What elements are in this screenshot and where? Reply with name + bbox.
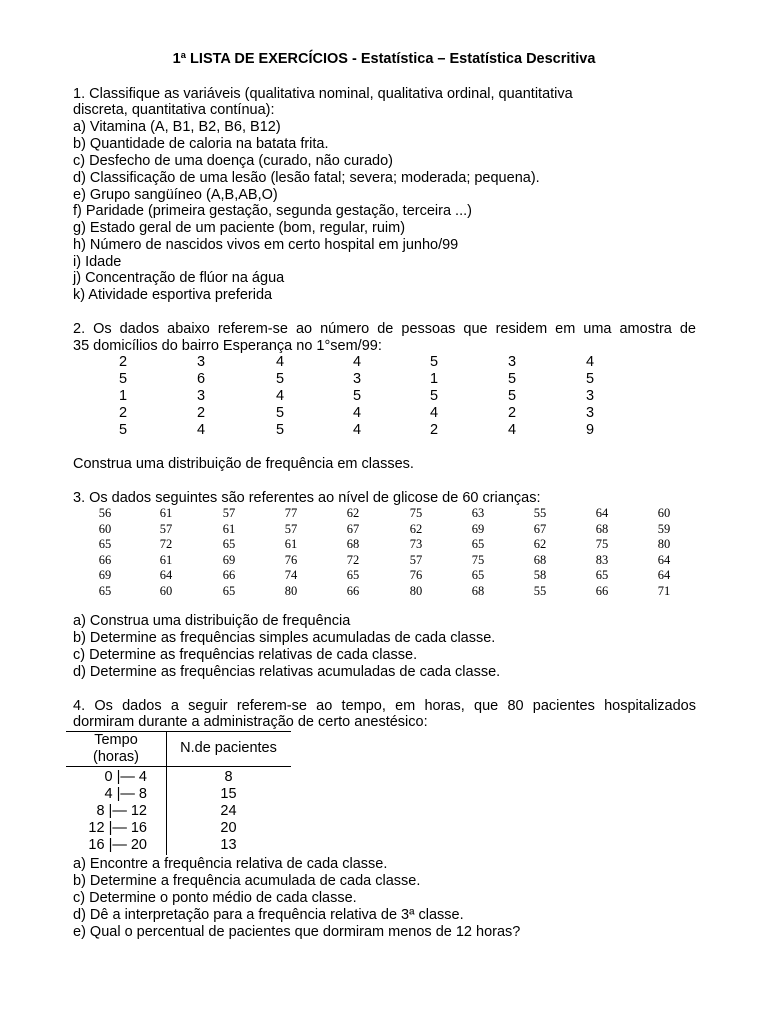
q2-cell: 5 [275, 422, 285, 438]
q2-intro-line-1: 2. Os dados abaixo referem-se ao número de pessoas que residem em uma amostra de [73, 321, 696, 337]
q3-cell: 83 [595, 552, 609, 567]
q3-cell: 57 [284, 521, 298, 536]
header-patient-count: N.de pacientes [180, 740, 277, 756]
q1-item-b: b) Quantidade de caloria na batata frita. [73, 136, 329, 152]
q3-cell: 65 [222, 537, 236, 551]
q2-cell: 4 [507, 422, 517, 438]
q1-item-c: c) Desfecho de uma doença (curado, não curado) [73, 153, 393, 169]
q3-cell: 55 [533, 583, 547, 598]
q3-cell: 64 [159, 568, 173, 582]
q2-cell: 4 [352, 422, 362, 438]
q3-cell: 60 [98, 521, 112, 536]
table-row-interval: 0 |— 4 [104, 769, 147, 785]
q3-cell: 62 [346, 506, 360, 520]
q1-item-a: a) Vitamina (A, B1, B2, B6, B12) [73, 119, 281, 135]
q4-item-e: e) Qual o percentual de pacientes que dormiram menos de 12 horas? [73, 924, 521, 940]
q2-task: Construa uma distribuição de frequência em classes. [73, 456, 414, 472]
table-header-rule [66, 766, 291, 767]
q2-cell: 2 [196, 405, 206, 421]
q2-cell: 9 [585, 422, 595, 438]
q3-cell: 68 [533, 552, 547, 567]
q3-cell: 61 [159, 552, 173, 567]
q2-cell: 5 [118, 371, 128, 387]
q2-cell: 4 [352, 354, 362, 370]
q2-cell: 5 [429, 354, 439, 370]
table-row-interval: 8 |— 12 [96, 803, 147, 819]
q3-cell: 57 [409, 552, 423, 567]
q3-cell: 71 [657, 583, 671, 598]
q3-cell: 55 [533, 506, 547, 520]
q3-cell: 62 [533, 537, 547, 551]
q4-item-d: d) Dê a interpretação para a frequência relativa de 3ª classe. [73, 907, 464, 923]
table-row-count: 20 [220, 820, 237, 836]
q1-intro-line-2: discreta, quantitativa contínua): [73, 102, 275, 118]
q3-cell: 75 [471, 552, 485, 567]
q3-cell: 77 [284, 506, 298, 520]
q3-cell: 62 [409, 521, 423, 536]
q2-cell: 4 [275, 354, 285, 370]
q4-intro-line-2: dormiram durante a administração de certo anestésico: [73, 714, 428, 730]
q2-cell: 3 [507, 354, 517, 370]
q3-cell: 58 [533, 568, 547, 582]
q3-cell: 61 [222, 521, 236, 536]
q3-item-b: b) Determine as frequências simples acumuladas de cada classe. [73, 630, 496, 646]
q3-cell: 80 [284, 583, 298, 598]
q2-cell: 5 [275, 371, 285, 387]
q3-cell: 72 [159, 537, 173, 551]
q4-intro-line-1: 4. Os dados a seguir referem-se ao tempo, em horas, que 80 pacientes hospitalizados [73, 698, 696, 714]
q3-cell: 61 [159, 506, 173, 520]
q3-cell: 68 [471, 583, 485, 598]
q3-cell: 66 [346, 583, 360, 598]
q3-cell: 68 [595, 521, 609, 536]
q3-cell: 73 [409, 537, 423, 551]
q4-item-c: c) Determine o ponto médio de cada classe. [73, 890, 357, 906]
q3-cell: 66 [222, 568, 236, 582]
q2-cell: 3 [585, 405, 595, 421]
q3-cell: 69 [98, 568, 112, 582]
q2-cell: 4 [429, 405, 439, 421]
q3-cell: 67 [533, 521, 547, 536]
q3-cell: 64 [657, 568, 671, 582]
header-time-line-1: Tempo [94, 732, 138, 748]
q3-cell: 60 [657, 506, 671, 520]
table-row-interval: 12 |— 16 [88, 820, 147, 836]
q1-item-g: g) Estado geral de um paciente (bom, regular, ruim) [73, 220, 406, 236]
q1-item-h: h) Número de nascidos vivos em certo hospital em junho/99 [73, 237, 459, 253]
q2-cell: 1 [429, 371, 439, 387]
q3-cell: 63 [471, 506, 485, 520]
q1-item-k: k) Atividade esportiva preferida [73, 287, 273, 303]
q2-cell: 6 [196, 371, 206, 387]
q1-item-i: i) Idade [73, 254, 122, 270]
q4-item-a: a) Encontre a frequência relativa de cada classe. [73, 856, 388, 872]
q3-cell: 65 [471, 568, 485, 582]
q2-cell: 5 [118, 422, 128, 438]
q3-cell: 65 [471, 537, 485, 551]
q1-item-d: d) Classificação de uma lesão (lesão fatal; severa; moderada; pequena). [73, 170, 540, 186]
q2-cell: 4 [585, 354, 595, 370]
q2-cell: 3 [352, 371, 362, 387]
q3-cell: 72 [346, 552, 360, 567]
q2-cell: 2 [118, 405, 128, 421]
q2-cell: 1 [118, 388, 128, 404]
q1-item-j: j) Concentração de flúor na água [73, 270, 285, 286]
q2-cell: 4 [352, 405, 362, 421]
q3-cell: 75 [595, 537, 609, 551]
q2-cell: 2 [507, 405, 517, 421]
q3-cell: 65 [98, 537, 112, 551]
header-time-line-2: (horas) [93, 749, 139, 765]
q2-cell: 5 [275, 405, 285, 421]
q2-intro-line-2: 35 domicílios do bairro Esperança no 1°sem/99: [73, 338, 382, 354]
q3-cell: 69 [222, 552, 236, 567]
q3-item-d: d) Determine as frequências relativas acumuladas de cada classe. [73, 664, 501, 680]
q3-cell: 80 [409, 583, 423, 598]
q2-cell: 3 [585, 388, 595, 404]
q3-cell: 66 [595, 583, 609, 598]
q2-cell: 5 [507, 371, 517, 387]
q1-intro-line-1: 1. Classifique as variáveis (qualitativa nominal, qualitativa ordinal, quantitativa [73, 86, 573, 102]
q3-cell: 65 [98, 583, 112, 598]
q3-cell: 69 [471, 521, 485, 536]
q2-cell: 2 [429, 422, 439, 438]
table-row-count: 15 [220, 786, 237, 802]
q3-cell: 66 [98, 552, 112, 567]
q3-cell: 57 [159, 521, 173, 536]
q3-cell: 65 [222, 583, 236, 598]
q3-cell: 80 [657, 537, 671, 551]
q3-cell: 65 [595, 568, 609, 582]
table-row-count: 13 [220, 837, 237, 853]
q3-cell: 74 [284, 568, 298, 582]
q2-cell: 2 [118, 354, 128, 370]
q2-cell: 4 [275, 388, 285, 404]
q2-cell: 5 [507, 388, 517, 404]
q2-cell: 3 [196, 354, 206, 370]
q3-cell: 75 [409, 506, 423, 520]
q3-cell: 76 [284, 552, 298, 567]
q3-cell: 60 [159, 583, 173, 598]
q3-item-c: c) Determine as frequências relativas de cada classe. [73, 647, 418, 663]
q2-cell: 5 [429, 388, 439, 404]
q1-item-e: e) Grupo sangüíneo (A,B,AB,O) [73, 187, 278, 203]
table-row-count: 8 [224, 769, 233, 785]
table-row-interval: 4 |— 8 [104, 786, 147, 802]
q2-cell: 3 [196, 388, 206, 404]
q3-cell: 59 [657, 521, 671, 536]
q3-cell: 65 [346, 568, 360, 582]
q2-cell: 4 [196, 422, 206, 438]
q3-cell: 64 [595, 506, 609, 520]
q1-item-f: f) Paridade (primeira gestação, segunda gestação, terceira ...) [73, 203, 472, 219]
q3-cell: 67 [346, 521, 360, 536]
q3-cell: 64 [657, 552, 671, 567]
q3-cell: 76 [409, 568, 423, 582]
q2-cell: 5 [352, 388, 362, 404]
q3-cell: 57 [222, 506, 236, 520]
q2-cell: 5 [585, 371, 595, 387]
page-title: 1ª LISTA DE EXERCÍCIOS - Estatística – Estatística Descritiva [172, 51, 596, 67]
q3-item-a: a) Construa uma distribuição de frequência [73, 613, 351, 629]
q3-cell: 56 [98, 506, 112, 520]
q3-cell: 68 [346, 537, 360, 551]
table-row-count: 24 [220, 803, 237, 819]
q3-cell: 61 [284, 537, 298, 551]
q4-item-b: b) Determine a frequência acumulada de cada classe. [73, 873, 421, 889]
q3-intro: 3. Os dados seguintes são referentes ao nível de glicose de 60 crianças: [73, 490, 541, 506]
table-row-interval: 16 |— 20 [88, 837, 147, 853]
